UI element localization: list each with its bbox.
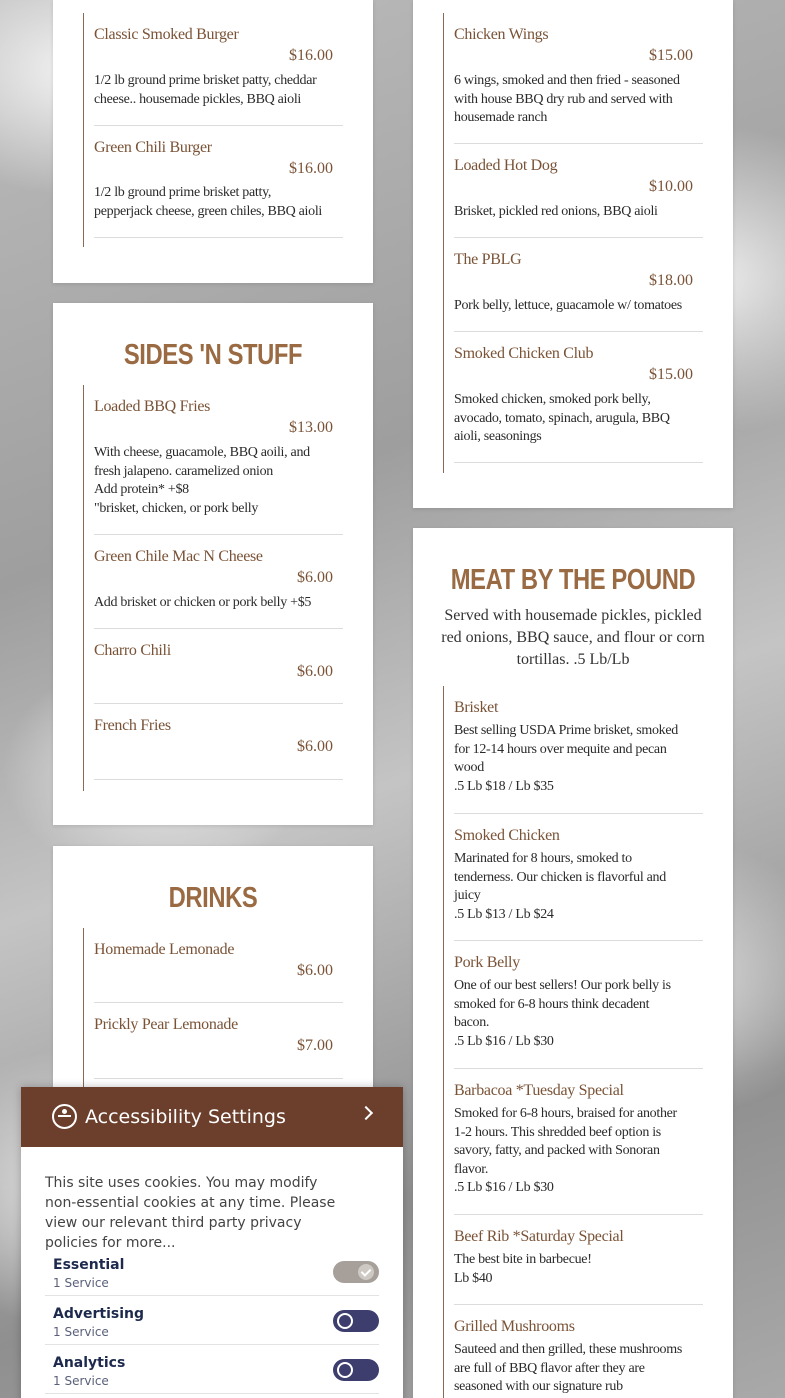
menu-item (94, 629, 343, 704)
burgers-list (83, 13, 343, 247)
menu-item (454, 686, 703, 814)
menu-item (454, 13, 703, 144)
item-price: $16.00 (289, 47, 333, 64)
menu-item (454, 1069, 703, 1215)
item-name: Prickly Pear Lemonade (94, 1016, 238, 1033)
essential-toggle[interactable] (333, 1261, 379, 1283)
accessibility-panel (21, 1087, 403, 1398)
item-desc: Marinated for 8 hours, smoked to tenderness. Our chicken is flavorful and juicy .5 Lb $13 / Lb $24 (454, 851, 666, 922)
advertising-toggle[interactable] (333, 1310, 379, 1332)
item-name: Loaded Hot Dog (454, 157, 558, 174)
item-price: $18.00 (649, 272, 693, 289)
cookie-category-name: Analytics (53, 1355, 126, 1371)
item-name: Homemade Lemonade (94, 941, 235, 958)
item-desc: The best bite in barbecue! Lb $40 (454, 1252, 592, 1286)
item-desc: 1/2 lb ground prime brisket patty, cheddar cheese.. housemade pickles, BBQ aioli (94, 73, 317, 107)
item-name: The PBLG (454, 251, 522, 268)
cookie-category-name: Essential (53, 1257, 125, 1273)
item-price: $7.00 (297, 1037, 333, 1054)
item-name: Classic Smoked Burger (94, 26, 239, 43)
item-name: Smoked Chicken (454, 827, 560, 844)
item-name: Grilled Mushrooms (454, 1318, 575, 1335)
item-price: $16.00 (289, 160, 333, 177)
chevron-right-icon[interactable] (359, 1106, 373, 1120)
item-name: Smoked Chicken Club (454, 345, 594, 362)
menu-item (454, 1305, 703, 1398)
item-name: Green Chili Burger (94, 139, 212, 156)
item-price: $15.00 (649, 47, 693, 64)
item-price: $15.00 (649, 366, 693, 383)
item-desc: One of our best sellers! Our pork belly is smoked for 6-8 hours think decadent bacon. .5 Lb $16 / Lb $30 (454, 978, 671, 1049)
check-icon (358, 1264, 374, 1280)
item-desc: Smoked chicken, smoked pork belly, avocado, tomato, spinach, arugula, BBQ aioli, seasonings (454, 392, 670, 445)
item-price: $6.00 (297, 569, 333, 586)
item-name: Beef Rib *Saturday Special (454, 1228, 624, 1245)
cookie-category-name: Advertising (53, 1306, 144, 1322)
accessibility-icon (52, 1104, 77, 1129)
item-desc: 1/2 lb ground prime brisket patty, pepperjack cheese, green chiles, BBQ aioli (94, 185, 323, 219)
item-desc: Smoked for 6-8 hours, braised for another 1-2 hours. This shredded beef option is savory, fatty, and packed with Sonoran flavor. .5 Lb $16 / Lb $30 (454, 1106, 677, 1196)
item-name: French Fries (94, 717, 171, 734)
burgers-card (53, 0, 373, 283)
cookie-service-count: 1 Service (53, 1374, 109, 1388)
item-desc: Add brisket or chicken or pork belly +$5 (94, 595, 312, 610)
cookie-service-count: 1 Service (53, 1325, 109, 1339)
sandwiches-list (443, 13, 703, 473)
menu-item (94, 13, 343, 126)
menu-item (454, 941, 703, 1069)
analytics-toggle[interactable] (333, 1359, 379, 1381)
section-title: DRINKS (168, 882, 258, 914)
menu-item (454, 144, 703, 238)
item-price: $6.00 (297, 962, 333, 979)
menu-item (454, 238, 703, 332)
item-name: Pork Belly (454, 954, 520, 971)
cookie-row-analytics (45, 1346, 379, 1394)
cookie-notice-text: This site uses cookies. You may modify non-essential cookies at any time. Please view our relevant third party privacy policies for more... (45, 1175, 336, 1251)
menu-item (94, 928, 343, 1003)
section-title: MEAT BY THE POUND (450, 564, 696, 596)
sides-list (83, 385, 343, 791)
sides-card (53, 303, 373, 825)
item-name: Charro Chili (94, 642, 171, 659)
cookie-row-essential (45, 1248, 379, 1296)
section-title: SIDES 'N STUFF (123, 339, 303, 371)
toggle-knob (337, 1362, 353, 1378)
cookie-service-count: 1 Service (53, 1276, 109, 1290)
item-desc: Best selling USDA Prime brisket, smoked for 12-14 hours over mequite and pecan wood .5 Lb $18 / Lb $35 (454, 723, 678, 794)
accessibility-title: Accessibility Settings (85, 1106, 286, 1128)
section-subtitle: Served with housemade pickles, pickled red onions, BBQ sauce, and flour or corn tortillas. .5 Lb/Lb (441, 607, 705, 668)
item-price: $10.00 (649, 178, 693, 195)
meat-list (443, 686, 703, 1398)
item-desc: With cheese, guacamole, BBQ aoili, and fresh jalapeno. caramelized onion Add protein* +$8 "brisket, chicken, or pork belly (94, 445, 310, 516)
menu-item (94, 126, 343, 238)
toggle-knob (337, 1313, 353, 1329)
item-name: Green Chile Mac N Cheese (94, 548, 263, 565)
item-desc: 6 wings, smoked and then fried - seasoned with house BBQ dry rub and served with housemade ranch (454, 73, 680, 126)
meat-card (413, 528, 733, 1398)
item-price: $13.00 (289, 419, 333, 436)
menu-item (94, 1003, 343, 1079)
item-name: Brisket (454, 699, 499, 716)
sandwiches-card (413, 0, 733, 508)
item-name: Loaded BBQ Fries (94, 398, 211, 415)
item-name: Barbacoa *Tuesday Special (454, 1082, 624, 1099)
menu-item (94, 704, 343, 780)
item-price: $6.00 (297, 738, 333, 755)
menu-item (454, 1215, 703, 1305)
menu-item (94, 535, 343, 629)
item-price: $6.00 (297, 663, 333, 680)
accessibility-header[interactable] (21, 1087, 403, 1147)
item-name: Chicken Wings (454, 26, 549, 43)
menu-item (454, 814, 703, 941)
item-desc: Brisket, pickled red onions, BBQ aioli (454, 204, 658, 219)
menu-item (454, 332, 703, 463)
cookie-row-advertising (45, 1297, 379, 1345)
item-desc: Pork belly, lettuce, guacamole w/ tomatoes (454, 298, 682, 313)
menu-item (94, 385, 343, 535)
item-desc: Sauteed and then grilled, these mushrooms are full of BBQ flavor after they are seasoned with our signature rub (454, 1342, 682, 1395)
